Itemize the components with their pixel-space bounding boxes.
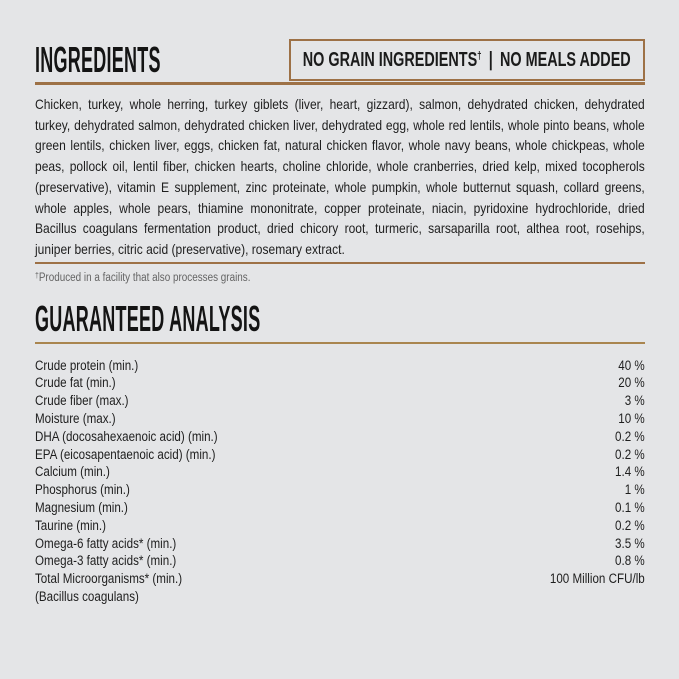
nutrient-value: 1 % [624,482,645,498]
table-row [35,499,645,517]
table-row [35,392,645,410]
nutrient-value: 3 % [624,393,645,409]
nutrient-value: 40 % [618,357,645,373]
nutrient-value: 0.2 % [615,428,645,444]
nutrient-value: 20 % [618,375,645,391]
nutrient-label: Omega-6 fatty acids* (min.) [35,535,177,551]
ingredients-divider-rule [35,82,645,85]
nutrient-value: 0.1 % [615,500,645,515]
nutrient-label: (Bacillus coagulans) [35,588,139,604]
footnote-dagger: † [35,270,39,280]
table-row [35,517,645,535]
badge-no-grain-label: NO GRAIN INGREDIENTS [303,48,478,71]
guaranteed-analysis-title [35,297,645,339]
no-grain-badge [289,39,645,81]
ingredients-title-text: INGREDIENTS [35,39,161,80]
nutrient-label: DHA (docosahexaenoic acid) (min.) [35,428,218,444]
nutrient-label: Crude fat (min.) [35,375,116,391]
nutrient-label: Magnesium (min.) [35,500,128,515]
footnote-text: Produced in a facility that also processes grains. [38,271,251,284]
table-row [35,428,645,446]
guaranteed-analysis-table [35,357,645,606]
table-row [35,552,645,570]
table-row [35,535,645,553]
analysis-divider-rule [35,342,645,344]
nutrient-value: 1.4 % [615,464,645,480]
nutrient-value: 0.2 % [615,446,645,462]
nutrient-value: 0.8 % [615,553,645,569]
table-row [35,374,645,392]
table-row [35,570,645,588]
table-row [35,463,645,481]
nutrient-label: Taurine (min.) [35,517,106,533]
nutrient-label: Crude protein (min.) [35,357,139,373]
nutrient-label: Total Microorganisms* (min.) [35,571,183,587]
nutrient-label: Crude fiber (max.) [35,393,129,409]
table-row [35,481,645,499]
nutrient-label: Omega-3 fatty acids* (min.) [35,553,177,569]
nutrient-label: Phosphorus (min.) [35,482,130,498]
badge-separator: | [489,48,494,71]
table-row [35,588,645,606]
guaranteed-analysis-title-text: GUARANTEED ANALYSIS [35,297,261,339]
nutrient-label: Calcium (min.) [35,464,110,480]
badge-dagger: † [477,49,482,62]
nutrient-value: 0.2 % [615,517,645,533]
ingredients-header [35,38,645,82]
table-row [35,446,645,464]
table-row [35,357,645,375]
footnote-divider-rule [35,262,645,264]
ingredients-list: Chicken, turkey, whole herring, turkey giblets (liver, heart, gizzard), salmon, dehydrated chicken, dehydrated turkey, dehydrated salmon, dehydrated chicken liver, dehydrated egg, whole red lentils, whole pinto beans, whole green lentils, chicken liver, eggs, chicken fat, natural chicken flavor, whole navy beans, whole chickpeas, whole peas, pollock oil, lentil fiber, chicken hearts, choline chloride, whole cranberries, dried kelp, mixed tocopherols (preservative), vitamin E supplement, zinc proteinate, whole pumpkin, whole butternut squash, collard greens, whole apples, whole pears, thiamine mononitrate, copper proteinate, niacin, pyridoxine hydrochloride, dried Bacillus coagulans fermentation product, dried chicory root, turmeric, sarsaparilla root, althea root, rosehips, juniper berries, citric acid (preservative), rosemary extract. [35,96,645,257]
badge-no-meals-label: NO MEALS ADDED [500,48,631,71]
grain-facility-footnote [35,271,645,284]
nutrient-value: 3.5 % [615,535,645,551]
nutrient-label: EPA (eicosapentaenoic acid) (min.) [35,446,216,462]
no-grain-badge-text [303,49,631,72]
nutrient-value: 10 % [618,411,645,427]
nutrient-value: 100 Million CFU/lb [549,571,645,587]
ingredients-title [35,39,175,80]
table-row [35,410,645,428]
nutrient-label: Moisture (max.) [35,411,116,427]
